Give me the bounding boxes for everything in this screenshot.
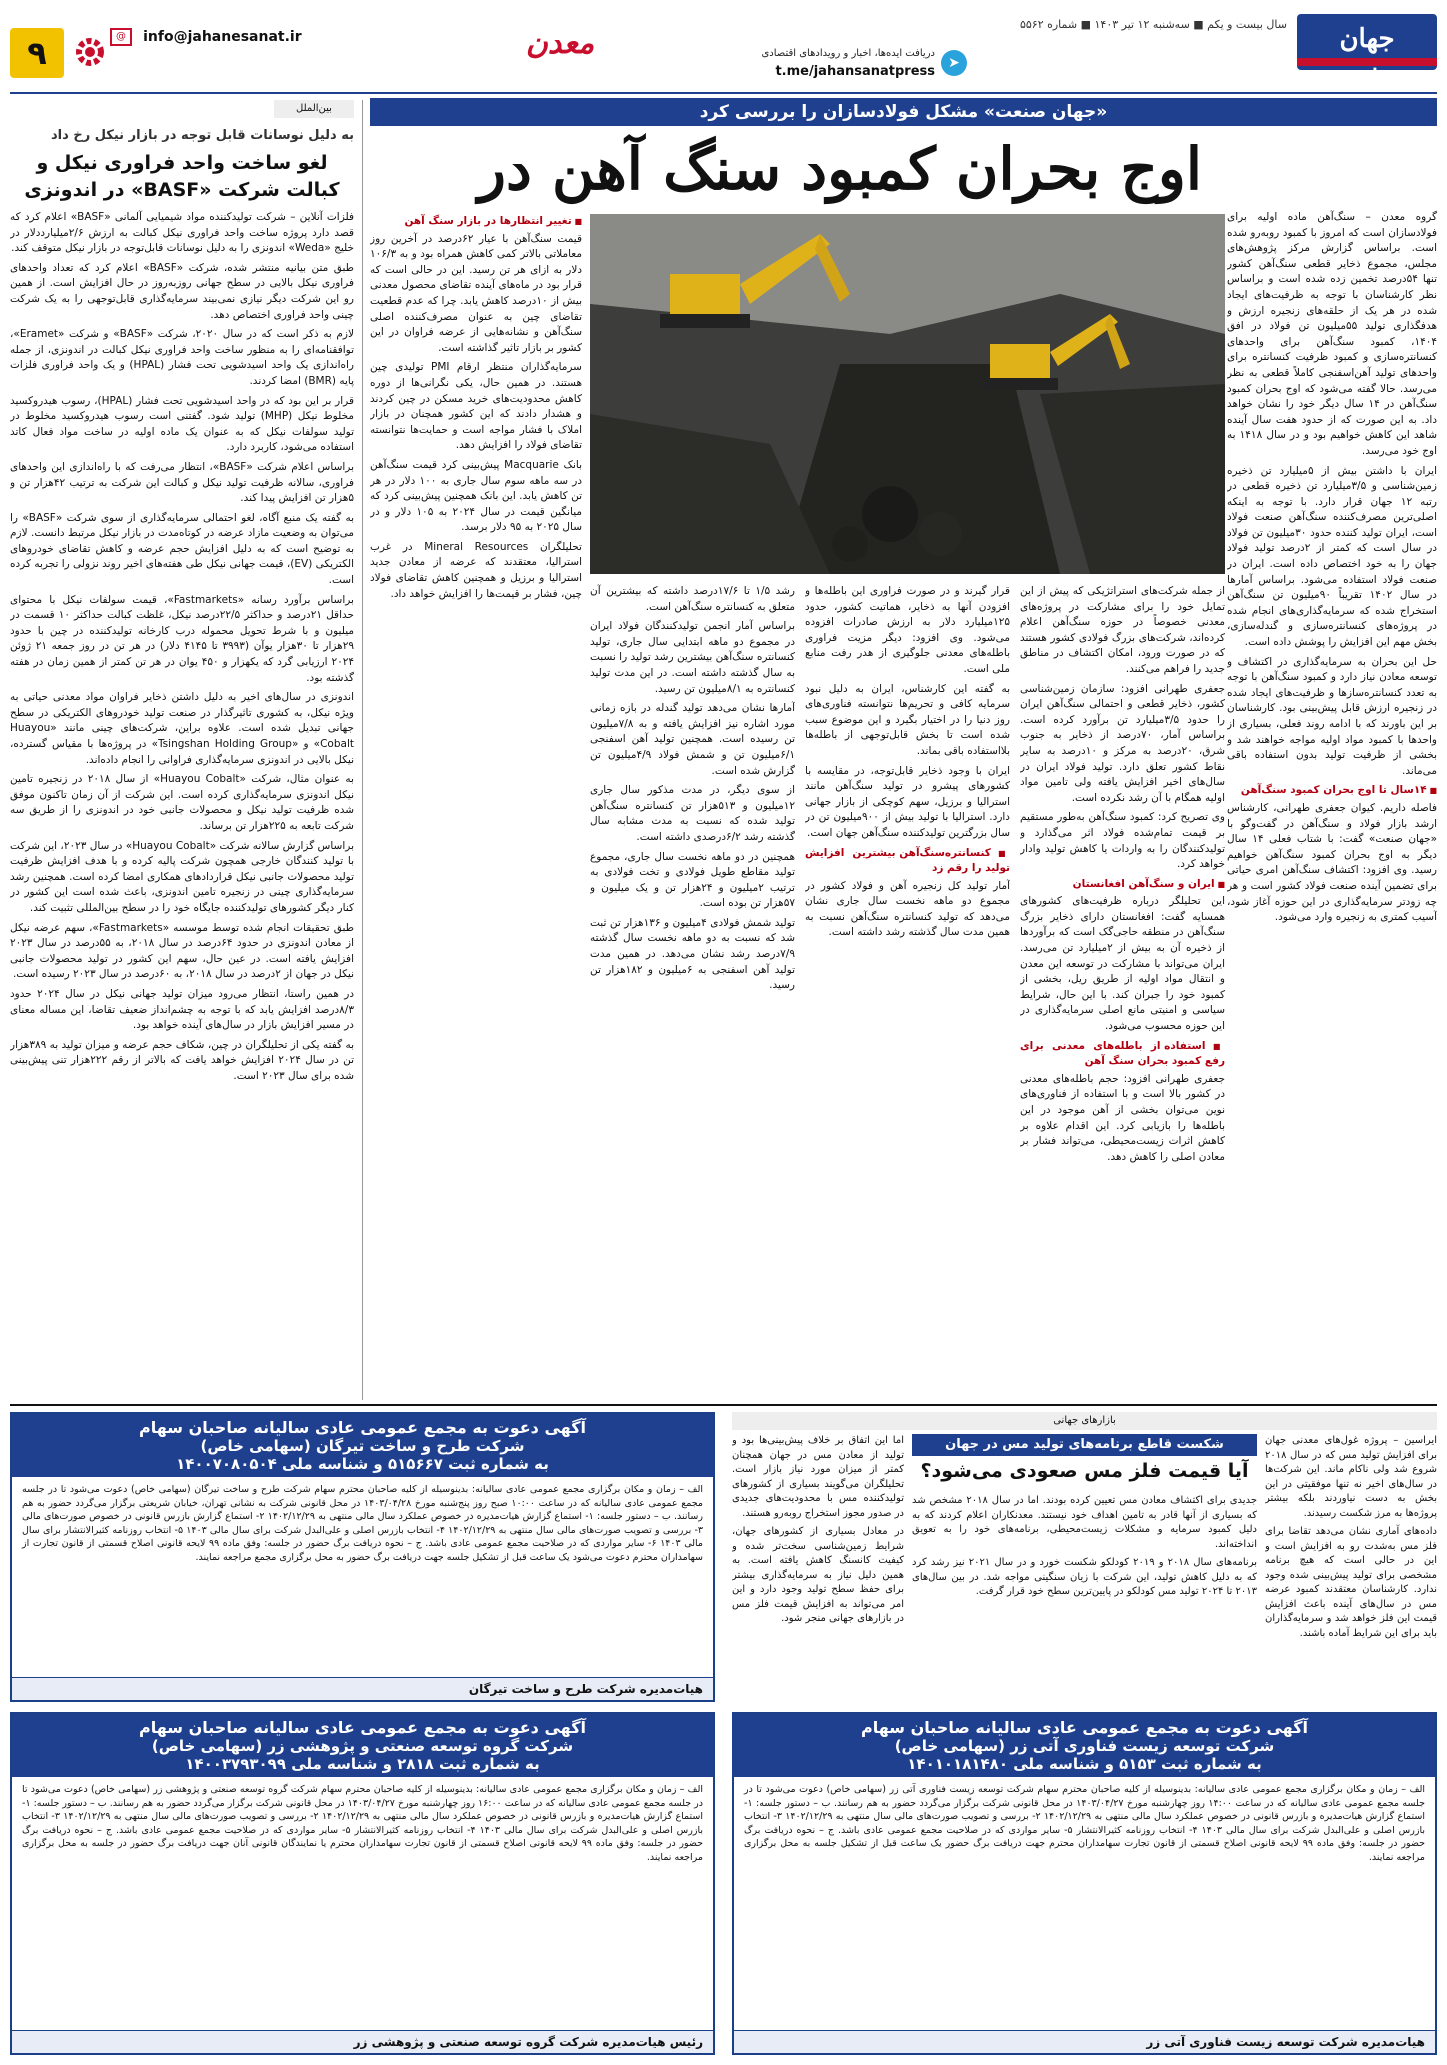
main-para: جعفری طهرانی افزود: حجم باطله‌های معدنی در کشور بالا است و با استفاده از فناوری‌های نوین می‌توان بخشی از آهن موجود در این باطله‌ها را بازیابی کرد. این اقدام علاوه بر کاهش اثرات زیست‌محیطی، می‌تواند فشار بر معادن اصلی را کاهش دهد. bbox=[1020, 1072, 1225, 1163]
ad-title: آگهی دعوت به مجمع عمومی عادی سالیانه صاحبان سهام bbox=[139, 1418, 586, 1437]
ad-signature: رئیس هیات‌مدیره شرکت گروه توسعه صنعتی و پژوهشی زر bbox=[12, 2030, 713, 2053]
main-subhead: ■ ۱۴سال تا اوج بحران کمبود سنگ‌آهن bbox=[1227, 783, 1437, 799]
copper-para: در معادل بسیاری از کشورهای جهان، شرایط زمین‌شناسی سخت‌تر شده و کیفیت کانسنگ کاهش یافته است. به همین دلیل نیاز به سرمایه‌گذاری بیشتر برای حفظ سطح تولید وجود دارد و این امر می‌تواند به افزایش قیمت فلز مس در بازارهای جهانی منجر شود. bbox=[732, 1526, 904, 1624]
copper-col-right bbox=[1265, 1434, 1437, 1702]
section-rule bbox=[10, 1404, 1437, 1406]
main-col-1 bbox=[1227, 210, 1437, 1400]
ad-zar-biotech bbox=[732, 1712, 1437, 2055]
copper-para: جدیدی برای اکتشاف معادن مس تعیین کرده بودند. اما در سال ۲۰۱۸ مشخص شد که بسیاری از آنها قادر به تامین اهداف خود نیستند. معدنکاران اعلام کردند که به دلیل کمبود سرمایه و مشکلات زیست‌محیطی، برنامه‌های خود را به تعویق انداخته‌اند. bbox=[912, 1495, 1257, 1550]
telegram-icon: ➤ bbox=[941, 50, 967, 76]
side-para: اندونزی در سال‌های اخیر به دلیل داشتن ذخایر فراوان مواد معدنی حیاتی به ویژه نیکل، به کشوری تاثیرگذار در صنعت تولید خودروهای الکتریکی در سطح جهانی تبدیل شده است. علاوه براین، شرکت‌های چینی مانند «Huayou Cobalt» و «Tsingshan Holding Group» در پروژه‌ها با مقیاس گسترده، نیکل بالایی در اندونزی سرمایه‌گذاری فراوانی را انجام داده‌اند. bbox=[10, 691, 354, 766]
ad-company: شرکت گروه توسعه صنعتی و پژوهشی زر (سهامی خاص) bbox=[151, 1737, 574, 1755]
side-para: فلزات آنلاین – شرکت تولیدکننده مواد شیمیایی آلمانی «BASF» اعلام کرد که قصد دارد پروژه ساخت واحد فراوری نیکل کبالت به ارزش ۲/۶میلیارددلار در خلیج «Weda» اندونزی را به دلیل نوسانات قابل‌توجه در بازار نیکل متوقف کند. bbox=[10, 211, 354, 255]
main-para: رشد ۱/۵ تا ۱۷/۶درصد داشته که بیشترین آن متعلق به کنسانتره سنگ‌آهن است. bbox=[590, 585, 795, 613]
main-para: از جمله شرکت‌های استراتژیکی که پیش از این تمایل خود را برای مشارکت در پروژه‌های معدنی خصوصاً در حوزه سنگ‌آهن اعلام کرده‌اند، شرکت‌های بزرگ فولادی کشور هستند که در صورت ورود، امکان اکتشاف در مناطق جدید را فراهم می‌کنند. bbox=[1020, 585, 1225, 675]
side-para: در همین راستا، انتظار می‌رود میزان تولید جهانی نیکل در سال ۲۰۲۴ حدود ۸/۳درصد افزایش یابد که با توجه به چشم‌انداز ضعیف تقاضا، این مساله معنای در مسیر افزایش بازار در سال‌های آینده خواهد بود. bbox=[10, 987, 354, 1032]
copper-para: برنامه‌های سال ۲۰۱۸ و ۲۰۱۹ کودلکو شکست خورد و در سال ۲۰۲۱ نیز رشد کرد که به دلیل کاهش تولید، این شرکت با زیان سنگینی مواجه شد. در بین سال‌های ۲۰۱۳ تا ۲۰۲۴ تولید مس کودلکو در پایین‌ترین سطح خود قرار گرفت. bbox=[912, 1557, 1257, 1597]
logo bbox=[1297, 14, 1437, 88]
gear-icon bbox=[72, 34, 108, 70]
telegram-caption: دریافت ایده‌ها، اخبار و رویدادهای اقتصادی bbox=[761, 48, 935, 59]
telegram-block bbox=[707, 46, 967, 86]
main-para: فاصله داریم. کیوان جعفری طهرانی، کارشناس ارشد بازار فولاد و سنگ‌آهن در گفت‌وگو با «جهان صنعت» گفت: با شتاب فعلی ۱۴ سال دیگر به اوج بحران کمبود سنگ‌آهن خواهیم رسید. وی افزود: اکتشاف سنگ‌آهن امری حیاتی برای تضمین آینده صنعت فولاد کشور است و هر چه زودتر سرمایه‌گذاری در این حوزه آغاز شود، آسیب کمتری به زنجیره وارد می‌شود. bbox=[1227, 801, 1437, 924]
main-para: سرمایه‌گذاران منتظر ارقام PMI تولیدی چین هستند. در همین حال، یکی نگرانی‌ها از دوره کاهش محدودیت‌های خرید مسکن در چین کردند و هشدار دادند که این کشور همچنان در بازار املاک با فشار مواجه است و حمایت‌ها نتوانسته تقاضای فولاد را افزایش دهد. bbox=[370, 361, 582, 452]
main-subhead: ■ کنسانتره‌سنگ‌آهن بیشترین افزایش تولید را رقم زد bbox=[805, 846, 1010, 877]
main-para: تولید شمش فولادی ۴میلیون و ۱۳۶هزار تن ثبت شد که نسبت به دو ماهه نخست سال گذشته ۷/۹درصد رشد نشان می‌دهد. در همین مدت تولید آهن اسفنجی به ۶میلیون و ۱۸۲هزار تن رسید. bbox=[590, 916, 795, 992]
ad-header bbox=[12, 1714, 713, 1777]
copper-col-left bbox=[732, 1434, 904, 1702]
main-para: قیمت سنگ‌آهن با عیار ۶۲درصد در آخرین روز معاملاتی بالاتر کمی کاهش همراه بود و به ۱۰۶/۳ دلار به ازای هر تن رسید. این در حالی است که قرار بود در ماه‌های آینده تقاضای محصول معدنی بیش از ۱۰درصد کاهش یابد. چرا که عدم قطعیت تقاضای چین به عنوان مصرف‌کننده اصلی سنگ‌آهن و نشانه‌هایی از عرضه فراوان در این کشور بر بازار تاثیر گذاشته است. bbox=[370, 232, 582, 354]
side-body bbox=[10, 210, 354, 1400]
ad-signature: هیات‌مدیره شرکت طرح و ساخت تیرگان bbox=[12, 1677, 713, 1700]
copper-para: داده‌های آماری نشان می‌دهد تقاضا برای فلز مس به‌شدت رو به افزایش است و این در حالی است که هیچ برنامه مشخصی برای تولید پیش‌بینی شده وجود ندارد. کارشناسان معتقدند کمبود عرضه مس در سال‌های آینده باعث افزایش قیمت این فلز خواهد شد و سرمایه‌گذاران باید برای این شرایط آماده باشند. bbox=[1265, 1526, 1437, 1639]
main-para: تحلیلگران Mineral Resources در غرب استرالیا، معتقدند که عرضه از معادن جدید استرالیا و برزیل و همچنین کاهش تقاضای فولاد چین، فشار بر قیمت‌ها را افزایش خواهد داد. bbox=[370, 540, 582, 600]
excavator-image bbox=[590, 214, 1225, 574]
main-subhead: ■ استفاده از باطله‌های معدنی برای رفع کمبود بحران سنگ آهن bbox=[1020, 1039, 1225, 1070]
main-col-3 bbox=[805, 584, 1010, 1400]
copper-col-mid bbox=[912, 1494, 1257, 1702]
main-para: همچنین در دو ماهه نخست سال جاری، مجموع تولید مقاطع طویل فولادی و تخت فولادی به ترتیب ۲میلیون و ۲۴هزار تن و یک میلیون و ۵۷هزار تن بوده است. bbox=[590, 850, 795, 910]
side-para: طبق متن بیانیه منتشر شده، شرکت «BASF» اعلام کرد که تعداد واحدهای فراوری نیکل بالایی در سطح جهانی روزبه‌روز در حال افزایش است. از همین رو این شرکت دیگر نیازی نمی‌بیند سرمایه‌گذاری قابل‌توجهی را به یک شرکت چینی واحد فراوری اختصاص دهد. bbox=[10, 261, 354, 321]
copper-para: ایراسین – پروژه غول‌های معدنی جهان برای افزایش تولید مس که در سال ۲۰۱۸ شروع شد ولی ناکام ماند. این شرکت‌ها در سال‌های اخیر نه تنها موفقیتی در این بخش به دست نیاوردند بلکه بیشتر پروژه‌ها به مرز شکست رسیدند. bbox=[1265, 1435, 1437, 1519]
email-icon: @ bbox=[110, 28, 132, 46]
copper-article bbox=[732, 1412, 1437, 1702]
ad-zar-industrial bbox=[10, 1712, 715, 2055]
ad-title: آگهی دعوت به مجمع عمومی عادی سالیانه صاحبان سهام bbox=[139, 1718, 586, 1737]
logo-text: جهان صنعت bbox=[1333, 24, 1401, 88]
page-number: ۹ bbox=[10, 28, 64, 78]
main-para: این تحلیلگر درباره ظرفیت‌های کشورهای همسایه گفت: افغانستان دارای ذخایر بزرگ سنگ‌آهن در منطقه حاجی‌گک است که برآوردها از ذخیره آن به بیش از ۲میلیارد تن می‌رسد. ایران می‌تواند با مشارکت در توسعه این معدن و انتقال مواد اولیه از طریق ریل، بخشی از کمبود خود را جبران کند. با این حال، شرایط سیاسی و امنیتی مانع اصلی سرمایه‌گذاری در این حوزه محسوب می‌شود. bbox=[1020, 895, 1225, 1033]
side-para: به عنوان مثال، شرکت «Huayou Cobalt» از سال ۲۰۱۸ در زنجیره تامین نیکل اندونزی سرمایه‌گذاری کرده است. این شرکت از آن زمان تاکنون موفق شده ظرفیت تولید نیکل و محصولات جانبی خود در اندونزی را از طریق سه شرکت تابعه به ۲۲۵هزار تن برساند. bbox=[10, 773, 354, 832]
main-para: قرار گیرند و در صورت فراوری این باطله‌ها و افزودن آنها به ذخایر، هماتیت کشور، حدود ۱۲۵میلیارد دلار به ارزش صادرات افزوده می‌شود. وی افزود: دیگر مزیت فراوری باطله‌های معدنی جلوگیری از هدر رفت منابع ملی است. bbox=[805, 585, 1010, 675]
telegram-link[interactable]: t.me/jahansanatpress bbox=[775, 64, 935, 79]
ad-body: الف – زمان و مکان برگزاری مجمع عمومی عادی سالیانه: بدینوسیله از کلیه صاحبان محترم سهام شرکت طرح و ساخت تیرگان (سهامی خاص) دعوت می‌شود تا در جلسه مجمع عمومی عادی سالیانه که در ساعت ۱۰:۰۰ صبح روز پنج‌شنبه مورخ ۱۴۰۳/۰۴/۲۸ در محل قانونی شرکت به نشانی تهران، خیابان شریعتی برگزار می‌گردد حضور به هم رسانند. ب – دستور جلسه: ۱- استماع گزارش هیات‌مدیره در خصوص عملکرد سال مالی منتهی به ۱۴۰۲/۱۲/۲۹ ۲- استماع گزارش بازرس قانونی در خصوص صورت‌های مالی ۳- بررسی و تصویب صورت‌های مالی سال منتهی به ۱۴۰۲/۱۲/۲۹ ۴- انتخاب بازرس اصلی و علی‌البدل شرکت برای سال مالی ۱۴۰۳ ۵- انتخاب روزنامه کثیرالانتشار برای سال مالی ۱۴۰۳ ۶- سایر مواردی که در صلاحیت مجمع عمومی عادی باشد. ج – نحوه دریافت برگ حضور در جلسه: وفق ماده ۹۹ لایحه قانونی اصلاح قسمتی از قانون تجارت از سهامداران محترم دعوت می‌شود یک ساعت قبل از تشکیل جلسه جهت دریافت برگ حضور به محل برگزاری مجمع مراجعه نمایند. bbox=[22, 1484, 703, 1563]
ad-registration: به شماره ثبت ۲۸۱۸ و شناسه ملی ۱۴۰۰۳۷۹۳۰۹۹ bbox=[185, 1755, 540, 1773]
copper-para: اما این اتفاق بر خلاف پیش‌بینی‌ها بود و تولید از معادن مس در جهان همچنان کمتر از میزان مورد نیاز بازار است. تحلیلگران می‌گویند بسیاری از کشورهای تولیدکننده مس با محدودیت‌های جدیدی در صدور مجوز استخراج روبه‌رو هستند. bbox=[732, 1435, 904, 1519]
copper-headline: آیا قیمت فلز مس صعودی می‌شود؟ bbox=[920, 1460, 1249, 1482]
section-title: معدن bbox=[525, 26, 595, 61]
ad-company: شرکت طرح و ساخت تیرگان (سهامی خاص) bbox=[200, 1437, 525, 1455]
side-headline: لغو ساخت واحد فراوری نیکل و کبالت شرکت «BASF» در اندونزی bbox=[24, 152, 340, 201]
email-address[interactable]: info@jahanesanat.ir bbox=[143, 28, 302, 45]
side-para: لازم به ذکر است که در سال ۲۰۲۰، شرکت «BASF» و شرکت «Eramet»، توافقنامه‌ای را به منظور ساخت واحد فراوری نیکل کبالت در اندونزی، از جمله راه‌اندازی یک واحد اسیدشویی تحت فشار (HPAL) و یک واحد فراوری فلزات پایه (BMR) امضا کردند. bbox=[10, 328, 354, 387]
side-article bbox=[10, 100, 354, 1400]
main-subhead: ■ تغییر انتظارها در بازار سنگ آهن bbox=[370, 214, 582, 230]
mining-photo bbox=[590, 214, 1225, 574]
side-para: به گفته یک منبع آگاه، لغو احتمالی سرمایه‌گذاری از سوی شرکت «BASF» را می‌توان به وضعیت مازاد عرضه در کوتاه‌مدت در بازار نیکل مرتبط دانست. لازم به توضیح است که به دلیل افزایش حجم عرضه و کاهش تقاضای خودروهای الکتریکی (EV)، قیمت جهانی نیکل طی هفته‌های اخیر روند نزولی را تجربه کرده است. bbox=[10, 511, 354, 587]
copper-kicker: شکست قاطع برنامه‌های تولید مس در جهان bbox=[912, 1434, 1257, 1456]
main-para: به گفته این کارشناس، ایران به دلیل نبود سرمایه کافی و تحریم‌ها نتوانسته فناوری‌های روز دنیا را در اختیار بگیرد و این موضوع سبب شده است تا بخش قابل‌توجهی از باطله‌ها بلااستفاده باقی بماند. bbox=[805, 682, 1010, 757]
ad-title: آگهی دعوت به مجمع عمومی عادی سالیانه صاحبان سهام bbox=[861, 1718, 1308, 1737]
copper-label: بازارهای جهانی bbox=[732, 1412, 1437, 1430]
main-para: آمارها نشان می‌دهد تولید گندله در بازه زمانی مورد اشاره نیز افزایش یافته و به ۷/۸میلیون تن رسیده است. همچنین تولید آهن اسفنجی ۶/۱میلیون تن و شمش فولاد ۴/۹میلیون تن گزارش شده است. bbox=[590, 702, 795, 777]
ad-registration: به شماره ثبت ۵۱۵۶۶۷ و شناسه ملی ۱۴۰۰۷۰۸۰۵۰۴ bbox=[176, 1455, 549, 1473]
ad-header bbox=[734, 1714, 1435, 1777]
main-para: ایران با وجود ذخایر قابل‌توجه، در مقایسه با کشورهای پیشرو در تولید سنگ‌آهن مانند استرالیا و برزیل، سهم کوچکی از بازار جهانی دارد. استرالیا با تولید بیش از ۹۰۰میلیون تن در سال بزرگترین تولیدکننده سنگ‌آهن جهان است. bbox=[805, 764, 1010, 839]
side-para: براساس برآورد رسانه «Fastmarkets»، قیمت سولفات نیکل با محتوای حداقل ۲۱درصد و حداکثر ۲۲/۵درصد نیکل، غلظت کبالت حداکثر ۱۰ قسمت در میلیون و با شرط تحویل محموله درب کارخانه تولیدکننده در چین با حدود ۲۹هزار تا ۳۰هزار یوآن (۳۹۹۳ تا ۴۱۴۵ دلار) در هر تن در روز جمعه ۲۱ ژوئن ۲۰۲۴ ارزیابی گرد که یکهزار و ۴۵۰ یوان در هر تن کمتر از همین زمان در هفته گذشته بود. bbox=[10, 593, 354, 684]
main-para: جعفری طهرانی افزود: سازمان زمین‌شناسی کشور، ذخایر قطعی و احتمالی سنگ‌آهن ایران را حدود ۳/۵میلیارد تن برآورد کرده است. براساس آمار، ۷۰درصد از ذخایر به جنوب شرق، ۲۰درصد به مرکز و ۱۰درصد به سایر نقاط کشور تعلق دارد. تولید فولاد ایران در سال‌های اخیر افزایش یافته ولی تامین مواد اولیه همگام با آن رشد نکرده است. bbox=[1020, 682, 1225, 804]
side-para: طبق تحقیقات انجام شده توسط موسسه «Fastmarkets»، سهم عرضه نیکل از معادن اندونزی در حدود ۶۴درصد در سال ۲۰۱۸، به ۵۵درصد در سال ۲۰۲۳ افزایش یافته است. در عین حال، سهم این کشور در تولید محصولات جانبی نیکل در جهان از ۲درصد در سال ۲۰۱۸، به ۶۰درصد در سال ۲۰۲۳ رسیده است. bbox=[10, 921, 354, 981]
main-para: وی تصریح کرد: کمبود سنگ‌آهن به‌طور مستقیم بر قیمت تمام‌شده فولاد اثر می‌گذارد و تولیدکنندگان را به واردات یا کاهش تولید وادار خواهد کرد. bbox=[1020, 811, 1225, 871]
side-para: به گفته یکی از تحلیلگران در چین، شکاف حجم عرضه و میزان تولید به ۳۸۹هزار تن در سال ۲۰۲۴ افزایش خواهد یافت که بالاتر از رقم ۲۲۲هزار تنی پیش‌بینی شده برای سال ۲۰۲۳ است. bbox=[10, 1038, 354, 1082]
main-subhead: ■ ایران و سنگ‌آهن افغانستان bbox=[1020, 877, 1225, 893]
main-col-5 bbox=[370, 210, 582, 1400]
main-col-2 bbox=[1020, 584, 1225, 1400]
main-kicker: «جهان صنعت» مشکل فولادسازان را بررسی کرد bbox=[699, 102, 1108, 122]
side-para: براساس اعلام شرکت «BASF»، انتظار می‌رفت که با راه‌اندازی این واحدهای فراوری، سالانه ظرفیت تولید نیکل و کبالت این شرکت به ترتیب ۴۲هزار تن و ۵هزار تن افزایش پیدا کند. bbox=[10, 460, 354, 505]
main-para: حل این بحران به سرمایه‌گذاری در اکتشاف و توسعه معادن نیاز دارد و کمبود سنگ‌آهن با توجه به تعدد کنسانتره‌سازها و ظرفیت‌های ایجاد شده در زنجیره ارزش قابل پیش‌بینی بود. کارشناسان بر این باورند که با ادامه روند فعلی، بسیاری از واحدها با کمبود مواد اولیه مواجه خواهند شد و بخشی از ظرفیت تولید بدون استفاده باقی می‌ماند. bbox=[1227, 655, 1437, 777]
main-para: آمار تولید کل زنجیره آهن و فولاد کشور در مجموع دو ماهه نخست سال جاری نشان می‌دهد که تولید کنسانتره سنگ‌آهن نسبت به همین مدت سال گذشته رشد داشته است. bbox=[805, 879, 1010, 939]
email-block bbox=[110, 26, 350, 50]
header-rule bbox=[10, 92, 1437, 94]
ad-registration: به شماره ثبت ۵۱۵۳ و شناسه ملی ۱۴۰۱۰۱۸۱۴۸۰ bbox=[907, 1755, 1262, 1773]
ad-header bbox=[12, 1414, 713, 1477]
issue-meta: سال بیست و یکم ■ سه‌شنبه ۱۲ تیر ۱۴۰۳ ■ شماره ۵۵۶۲ bbox=[1019, 18, 1287, 31]
main-headline: اوج بحران کمبود سنگ آهن در bbox=[478, 135, 1202, 203]
ad-company: شرکت توسعه زیست فناوری آتی زر (سهامی خاص) bbox=[894, 1737, 1275, 1755]
ad-body: الف – زمان و مکان برگزاری مجمع عمومی عادی سالیانه: بدینوسیله از کلیه صاحبان محترم سهام شرکت توسعه زیست فناوری آتی زر (سهامی خاص) دعوت می‌شود تا در جلسه مجمع عمومی عادی سالیانه که در ساعت ۱۴:۰۰ روز چهارشنبه مورخ ۱۴۰۳/۰۴/۲۷ در محل قانونی شرکت برگزار می‌گردد حضور به هم رسانند. ب – دستور جلسه: ۱- استماع گزارش هیات‌مدیره و بازرس قانونی در خصوص عملکرد سال مالی منتهی به ۱۴۰۲/۱۲/۲۹ ۲- بررسی و تصویب صورت‌های مالی سال منتهی به ۱۴۰۲/۱۲/۲۹ ۳- انتخاب بازرس اصلی و علی‌البدل شرکت برای سال مالی ۱۴۰۳ ۴- انتخاب روزنامه کثیرالانتشار ۵- سایر مواردی که در صلاحیت مجمع عمومی عادی باشد. ج – نحوه دریافت برگ حضور در جلسه: وفق ماده ۹۹ لایحه قانونی اصلاح قسمتی از قانون تجارت سهامداران محترم جهت دریافت برگ حضور یک ساعت قبل از تشکیل جلسه به محل برگزاری مراجعه نمایند. bbox=[744, 1784, 1426, 1863]
main-para: ایران با داشتن بیش از ۵میلیارد تن ذخیره زمین‌شناسی و ۳/۵میلیارد تن ذخیره قطعی در رتبه ۱۲ جهان قرار دارد. با توجه به اینکه اصلی‌ترین مصرف‌کننده سنگ‌آهن صنعت فولاد است، ایران تولید کننده حدود ۳۰میلیون تن فولاد در سال است که کمتر از ۲درصد تولید فولاد جهان را به خود اختصاص داده است. ایران در صنعت فولاد استفاده می‌شود. براساس آمارها در سال ۱۴۰۲ تقریباً ۹۰میلیون تن سنگ‌آهن استخراج شده که سرمایه‌گذاری‌های انجام شده در پروژه‌های کنسانتره‌سازی و گندله‌سازی، بخش مهم این افزایش را پوشش داده است. bbox=[1227, 464, 1437, 649]
side-para: براساس گزارش سالانه شرکت «Huayou Cobalt» در سال ۲۰۲۳، این شرکت با تولید کنندگان خارجی همچون شرکت پالیه کرده و با هدف افزایش ظرفیت تولید محصولات جانبی نیکل قراردادهای همکاری امضا کرده است. همچنین رشد سرمایه‌گذاری چینی در زنجیره تامین اندونزی، باعث شده است این کشور در کنار دیگر کشورهای تولیدکننده جایگاه خود را در سطح بین‌المللی تثبیت کند. bbox=[10, 839, 354, 914]
main-para: براساس آمار انجمن تولیدکنندگان فولاد ایران در مجموع دو ماهه ابتدایی سال جاری، تولید کنسانتره سنگ‌آهن بیشترین رشد تولید را نسبت به سال گذشته داشته است. در این مدت تولید کنسانتره به ۸/۱میلیون تن رسید. bbox=[590, 620, 795, 695]
column-divider bbox=[362, 100, 363, 1400]
side-label: بین‌الملل bbox=[274, 100, 354, 118]
side-para: قرار بر این بود که در واحد اسیدشویی تحت فشار (HPAL)، رسوب هیدروکسید مخلوط نیکل (MHP) تولید شود. گفتنی است رسوب هیدروکسید مخلوط در تولید سولفات نیکل که به عنوان یک ماده اولیه در ساخت مواد فعال کاتد استفاده می‌شود، کاربرد دارد. bbox=[10, 394, 354, 454]
main-para: گروه معدن – سنگ‌آهن ماده اولیه برای فولادسازان است که امروز با کمبود روبه‌رو شده است. براساس گزارش مرکز پژوهش‌های مجلس، مجموع ذخایر قطعی سنگ‌آهن کشور تنها ۵۴درصد تخمین زده شده است و براساس نظر کارشناسان با توجه به ظرفیت‌های ایجاد شده در هر یک از حلقه‌های زنجیره ارزش و هدفگذاری تولید ۵۵میلیون تن فولاد در افق ۱۴۰۴، کمبود سنگ‌آهن برای واحدهای کنسانتره‌سازی و کمبود ظرفیت کنسانتره برای واحدهای تولید آهن‌اسفنجی کاملاً قطعی به نظر می‌رسد. حالا گفته می‌شود که اوج بحران کمبود سنگ‌آهن در ۱۴ سال دیگر خود را نشان خواهد داد. به این صورت که از حدود هفت سال آینده شاهد این کاهش خواهیم بود و در سال ۱۴۱۸ به اوج خود می‌رسد. bbox=[1227, 211, 1437, 457]
main-para: بانک Macquarie پیش‌بینی کرد قیمت سنگ‌آهن در سه ماهه سوم سال جاری به ۱۰۰ دلار در هر تن کاهش یابد. این بانک همچنین پیش‌بینی کرد که میانگین قیمت در سال ۲۰۲۴ به ۱۰۵ دلار و در سال ۲۰۲۵ به ۹۵ دلار برسد. bbox=[370, 458, 582, 534]
main-para: از سوی دیگر، در مدت مذکور سال جاری ۱۲میلیون و ۵۱۳هزار تن کنسانتره سنگ‌آهن تولید شده که نسبت به مدت مشابه سال گذشته رشد ۶/۲درصدی داشته است. bbox=[590, 784, 795, 843]
masthead bbox=[0, 8, 1447, 90]
ad-tirgan bbox=[10, 1412, 715, 1702]
ad-body: الف – زمان و مکان برگزاری مجمع عمومی عادی سالیانه: بدینوسیله از کلیه صاحبان محترم سهام شرکت گروه توسعه صنعتی و پژوهشی زر (سهامی خاص) دعوت می‌شود تا در جلسه مجمع عمومی عادی سالیانه که در ساعت ۱۶:۰۰ روز چهارشنبه مورخ ۱۴۰۳/۰۴/۲۷ در محل قانونی شرکت برگزار می‌گردد حضور به هم رسانند. ب – دستور جلسه: ۱- استماع گزارش هیات‌مدیره و بازرس قانونی در خصوص عملکرد سال مالی منتهی به ۱۴۰۲/۱۲/۲۹ ۲- بررسی و تصویب صورت‌های مالی سال منتهی به ۱۴۰۲/۱۲/۲۹ ۳- انتخاب بازرس اصلی و علی‌البدل شرکت برای سال مالی ۱۴۰۳ ۴- انتخاب روزنامه کثیرالانتشار ۵- سایر مواردی که در صلاحیت مجمع عمومی عادی باشد. ج – نحوه دریافت برگ حضور در جلسه: وفق ماده ۹۹ لایحه قانونی اصلاح قسمتی از قانون تجارت سهامداران محترم یا نمایندگان قانونی آنان جهت دریافت برگ حضور در جلسه به محل برگزاری مراجعه نمایند. bbox=[22, 1784, 703, 1863]
ad-signature: هیات‌مدیره شرکت توسعه زیست فناوری آتی زر bbox=[734, 2030, 1435, 2053]
side-kicker: به دلیل نوسانات قابل توجه در بازار نیکل رخ داد bbox=[51, 128, 354, 143]
main-col-4 bbox=[590, 584, 795, 1400]
